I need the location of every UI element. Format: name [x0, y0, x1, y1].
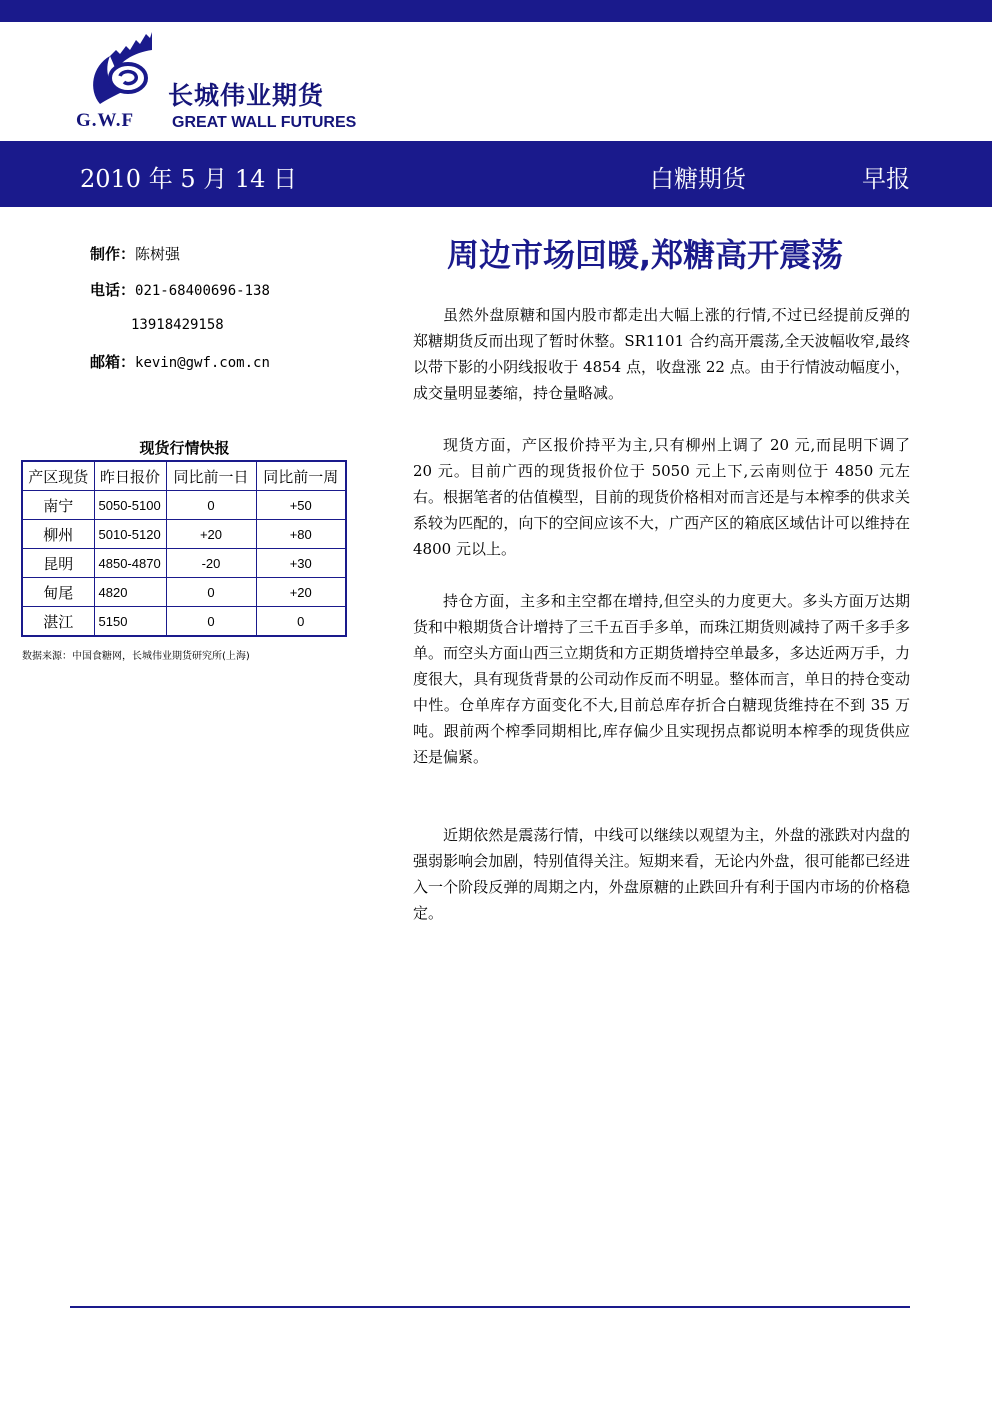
- day-change-cell: 0: [166, 607, 256, 637]
- table-header-cell: 同比前一周: [256, 461, 346, 491]
- phone-line-2: [131, 315, 224, 333]
- region-cell: 南宁: [22, 491, 94, 520]
- table-row: [22, 491, 346, 520]
- week-change-cell: +80: [256, 520, 346, 549]
- data-source-note: 数据来源：中国食糖网，长城伟业期货研究所(上海): [22, 651, 250, 662]
- article-headline: 周边市场回暖,郑糖高开震荡: [447, 236, 844, 274]
- spot-price-table: [21, 460, 347, 637]
- brand-name-cn: 长城伟业期货: [168, 81, 325, 110]
- week-change-cell: 0: [256, 607, 346, 637]
- author-line: [90, 243, 180, 264]
- author-name: 陈树强: [135, 245, 181, 263]
- brand-name-en: GREAT WALL FUTURES: [172, 114, 357, 131]
- price-cell: 5050-5100: [94, 491, 166, 520]
- table-row: [22, 607, 346, 637]
- table-row: [22, 520, 346, 549]
- region-cell: 昆明: [22, 549, 94, 578]
- phone-line: [90, 279, 270, 300]
- report-banner: [0, 141, 992, 207]
- table-header-cell: 同比前一日: [166, 461, 256, 491]
- company-logo: [76, 30, 366, 135]
- report-type: 早报: [862, 165, 910, 193]
- report-date: 2010 年 5 月 14 日: [80, 165, 298, 193]
- price-cell: 4820: [94, 578, 166, 607]
- price-cell: 5150: [94, 607, 166, 637]
- table-header-cell: 产区现货: [22, 461, 94, 491]
- day-change-cell: 0: [166, 578, 256, 607]
- spot-table-title: 现货行情快报: [139, 439, 230, 457]
- table-header-cell: 昨日报价: [94, 461, 166, 491]
- article-paragraph-4: 近期依然是震荡行情，中线可以继续以观望为主，外盘的涨跌对内盘的强弱影响会加剧，特别值得关注。短期来看，无论内外盘，很可能都已经进入一个阶段反弹的周期之内，外盘原糖的止跌回升有利于国内市场的价格稳定。: [413, 826, 910, 922]
- email-label: 邮箱：: [90, 353, 136, 371]
- brand-abbr: G.W.F: [76, 110, 135, 131]
- author-label: 制作：: [90, 245, 136, 263]
- phone-number-2: 13918429158: [131, 317, 224, 333]
- price-cell: 5010-5120: [94, 520, 166, 549]
- email-address: kevin@gwf.com.cn: [135, 355, 270, 371]
- week-change-cell: +20: [256, 578, 346, 607]
- article-paragraph-2: 现货方面，产区报价持平为主,只有柳州上调了 20 元,而昆明下调了 20 元。目前广西的现货报价位于 5050 元上下,云南则位于 4850 元左右。根据笔者的估值模型，目前的现货价格相对而言还是与本榨季的供求关系较为匹配的，向下的空间应该不大，广西产区的箱底区域估计可以维持在 4800 元以上。: [413, 436, 910, 558]
- email-line: [90, 351, 270, 372]
- region-cell: 柳州: [22, 520, 94, 549]
- article-paragraph-1: 虽然外盘原糖和国内股市都走出大幅上涨的行情,不过已经提前反弹的郑糖期货反而出现了暂时休整。SR1101 合约高开震荡,全天波幅收窄,最终以带下影的小阴线报收于 4854 点，收盘涨 22 点。由于行情波动幅度小，成交量明显萎缩，持仓量略减。: [413, 306, 910, 402]
- table-row: [22, 578, 346, 607]
- great-wall-logo-icon: [86, 30, 166, 110]
- day-change-cell: -20: [166, 549, 256, 578]
- day-change-cell: 0: [166, 491, 256, 520]
- article-paragraph-3: 持仓方面，主多和主空都在增持,但空头的力度更大。多头方面万达期货和中粮期货合计增持了三千五百手多单，而珠江期货则减持了两千多手多单。而空头方面山西三立期货和方正期货增持空单最多，多达近两万手，力度很大，具有现货背景的公司动作反而不明显。整体而言，单日的持仓变动中性。仓单库存方面变化不大,目前总库存折合白糖现货维持在不到 35 万吨。跟前两个榨季同期相比,库存偏少且实现拐点都说明本榨季的现货供应还是偏紧。: [413, 592, 910, 766]
- region-cell: 甸尾: [22, 578, 94, 607]
- top-color-strip: [0, 0, 992, 22]
- region-cell: 湛江: [22, 607, 94, 637]
- footer-divider: [70, 1306, 910, 1308]
- week-change-cell: +50: [256, 491, 346, 520]
- phone-label: 电话：: [90, 281, 136, 299]
- phone-number-1: 021-68400696-138: [135, 283, 270, 299]
- week-change-cell: +30: [256, 549, 346, 578]
- table-row: [22, 549, 346, 578]
- price-cell: 4850-4870: [94, 549, 166, 578]
- day-change-cell: +20: [166, 520, 256, 549]
- report-product: 白糖期货: [650, 165, 746, 193]
- table-header-row: [22, 461, 346, 491]
